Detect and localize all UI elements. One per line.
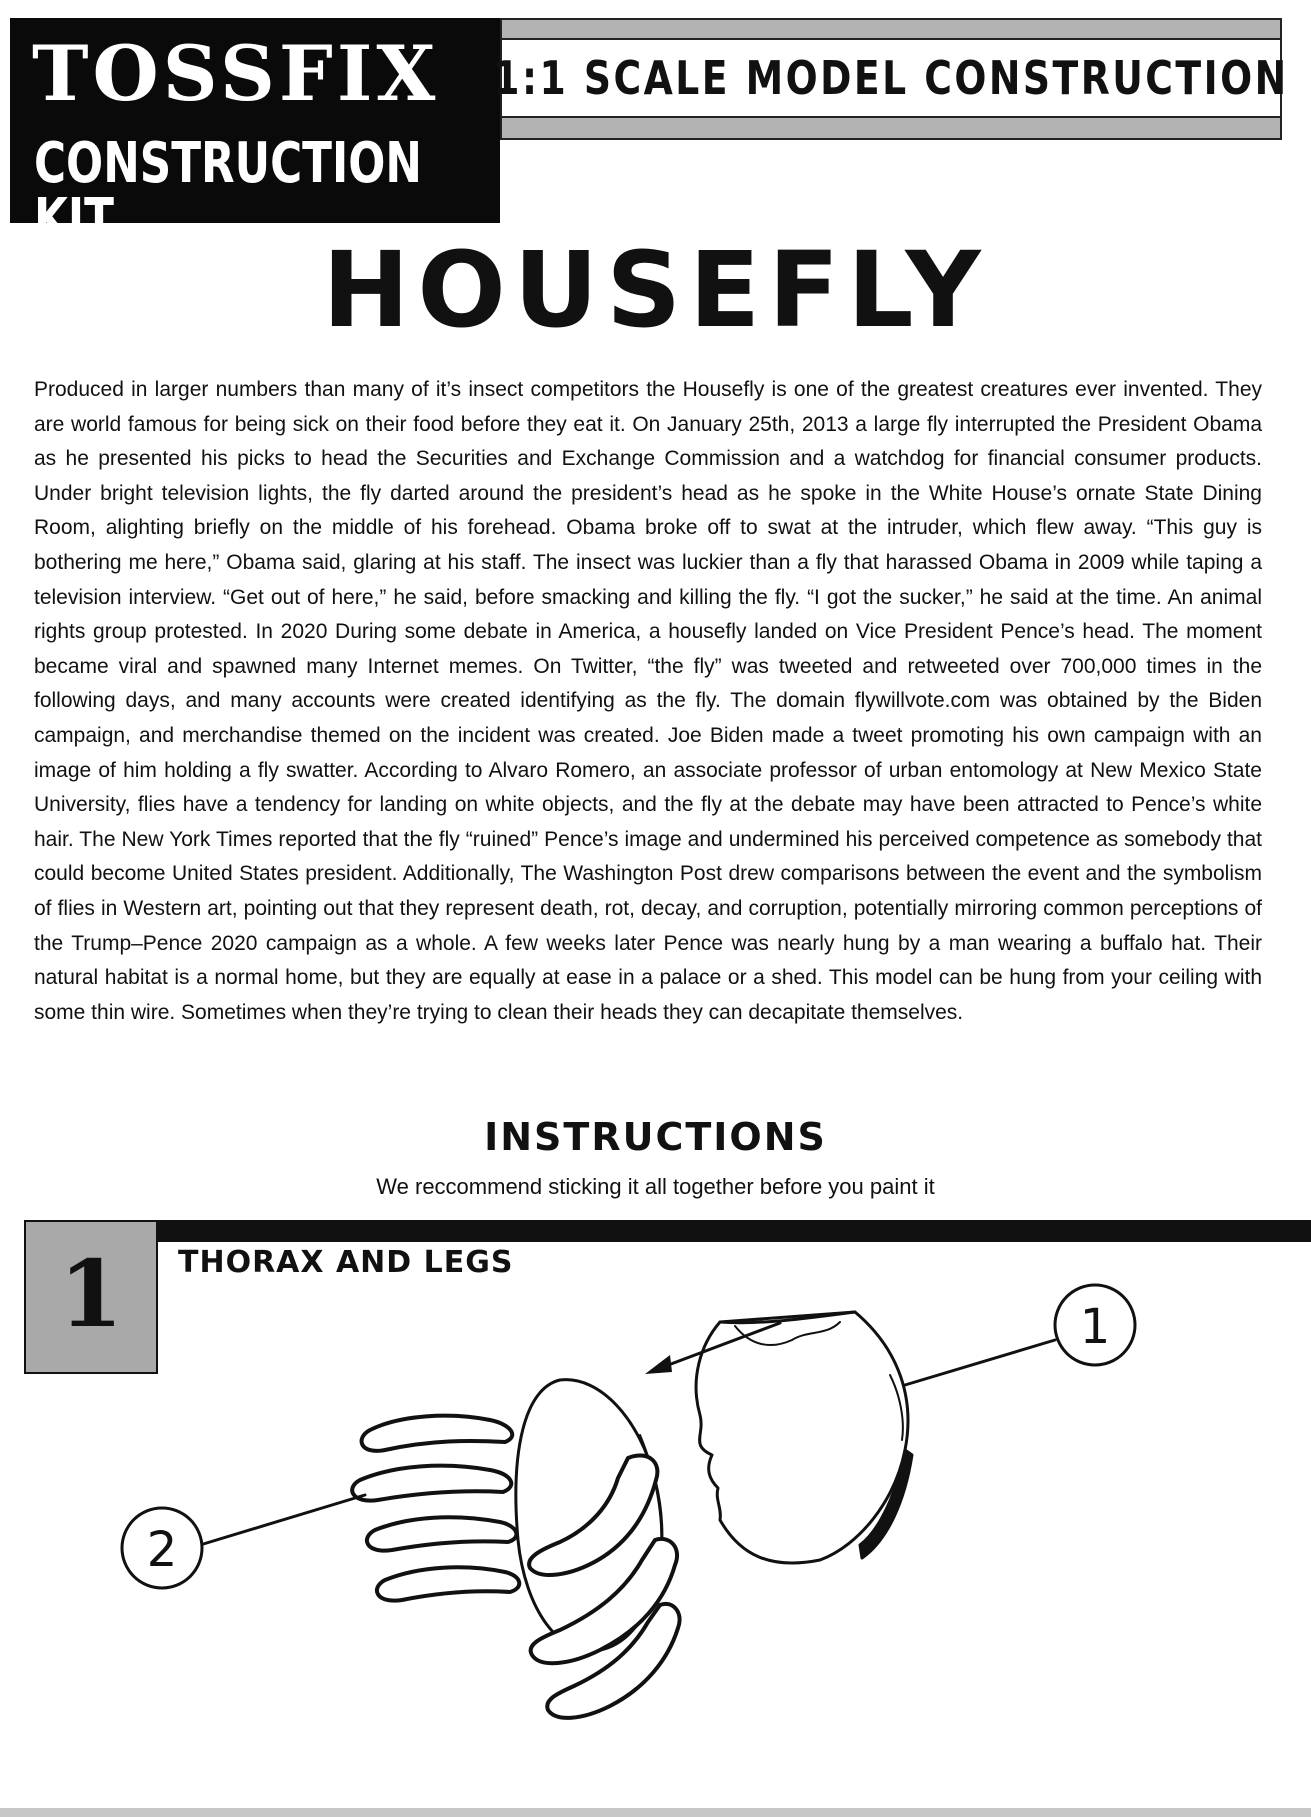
page-title: HOUSEFLY bbox=[322, 229, 989, 351]
callout-1 bbox=[1055, 1285, 1135, 1365]
header-title: 1:1 SCALE MODEL CONSTRUCTION bbox=[493, 51, 1289, 105]
callout-1-label: 1 bbox=[1079, 1299, 1111, 1355]
body-paragraph: Produced in larger numbers than many of it’s insect competitors the Housefly is one of the greatest creatures ever invented. They are world famous for being sick on their food before they eat it. On January 25th, 2013 a large fly interrupted the President Obama as he presented his picks to head the Securities and Exchange Commission and a watchdog for financial consumer products. Under bright television lights, the fly darted around the president’s head as he spoke in the White House’s ornate State Dining Room, alighting briefly on the middle of his forehead. Obama broke off to swat at the intruder, which flew away. “This guy is bothering me here,” Obama said, glaring at his staff. The insect was luckier than a fly that harassed Obama in 2009 while taping a television interview. “Get out of here,” he said, before smacking and killing the fly. “I got the sucker,” he said at the time. An animal rights group protested. In 2020 During some debate in America, a housefly landed on Vice President Pence’s head. The moment became viral and spawned many Internet memes. On Twitter, “the fly” was tweeted and retweeted over 700,000 times in the following days, and many accounts were created identifying as the fly. The domain flywillvote.com was obtained by the Biden campaign, and merchandise themed on the incident was created. Joe Biden made a tweet promoting his own campaign with an image of him holding a fly swatter. According to Alvaro Romero, an associate professor of urban entomology at New Mexico State University, flies have a tendency for landing on white objects, and the fly at the debate may have been attracted to Pence’s white hair. The New York Times reported that the fly “ruined” Pence’s image and undermined his perceived competence as somebody that could become United States president. Additionally, The Washington Post drew comparisons between the event and the symbolism of flies in Western art, pointing out that they represent death, rot, decay, and corruption, potentially mirroring common perceptions of the Trump–Pence 2020 campaign as a whole. A few weeks later Pence was nearly hung by a man wearing a buffalo hat. Their natural habitat is a normal home, but they are equally at ease in a palace or a shed. This model can be hung from your ceiling with some thin wire. Sometimes when they’re trying to clean their heads they can decapitate themselves. bbox=[34, 378, 1262, 1024]
callout-2-label: 2 bbox=[146, 1522, 178, 1578]
brand-subtitle: CONSTRUCTION KIT bbox=[34, 131, 422, 252]
footer-divider bbox=[0, 1808, 1311, 1817]
instructions-subtitle: We reccommend sticking it all together before you paint it bbox=[376, 1174, 935, 1199]
thorax-legs-illustration bbox=[0, 1280, 1311, 1750]
header-band-top bbox=[500, 18, 1282, 40]
brand-name: TOSSFIX bbox=[32, 29, 440, 118]
header-band-bottom bbox=[500, 116, 1282, 140]
header-title-box bbox=[493, 40, 1289, 116]
step-header-bar bbox=[150, 1220, 1311, 1242]
instructions-heading: INSTRUCTIONS bbox=[484, 1115, 827, 1159]
callout-2 bbox=[122, 1508, 202, 1588]
brand-logo-box bbox=[10, 18, 500, 252]
step-number: 1 bbox=[58, 1240, 123, 1348]
step-title: THORAX AND LEGS bbox=[178, 1245, 514, 1280]
head-part bbox=[696, 1312, 912, 1563]
